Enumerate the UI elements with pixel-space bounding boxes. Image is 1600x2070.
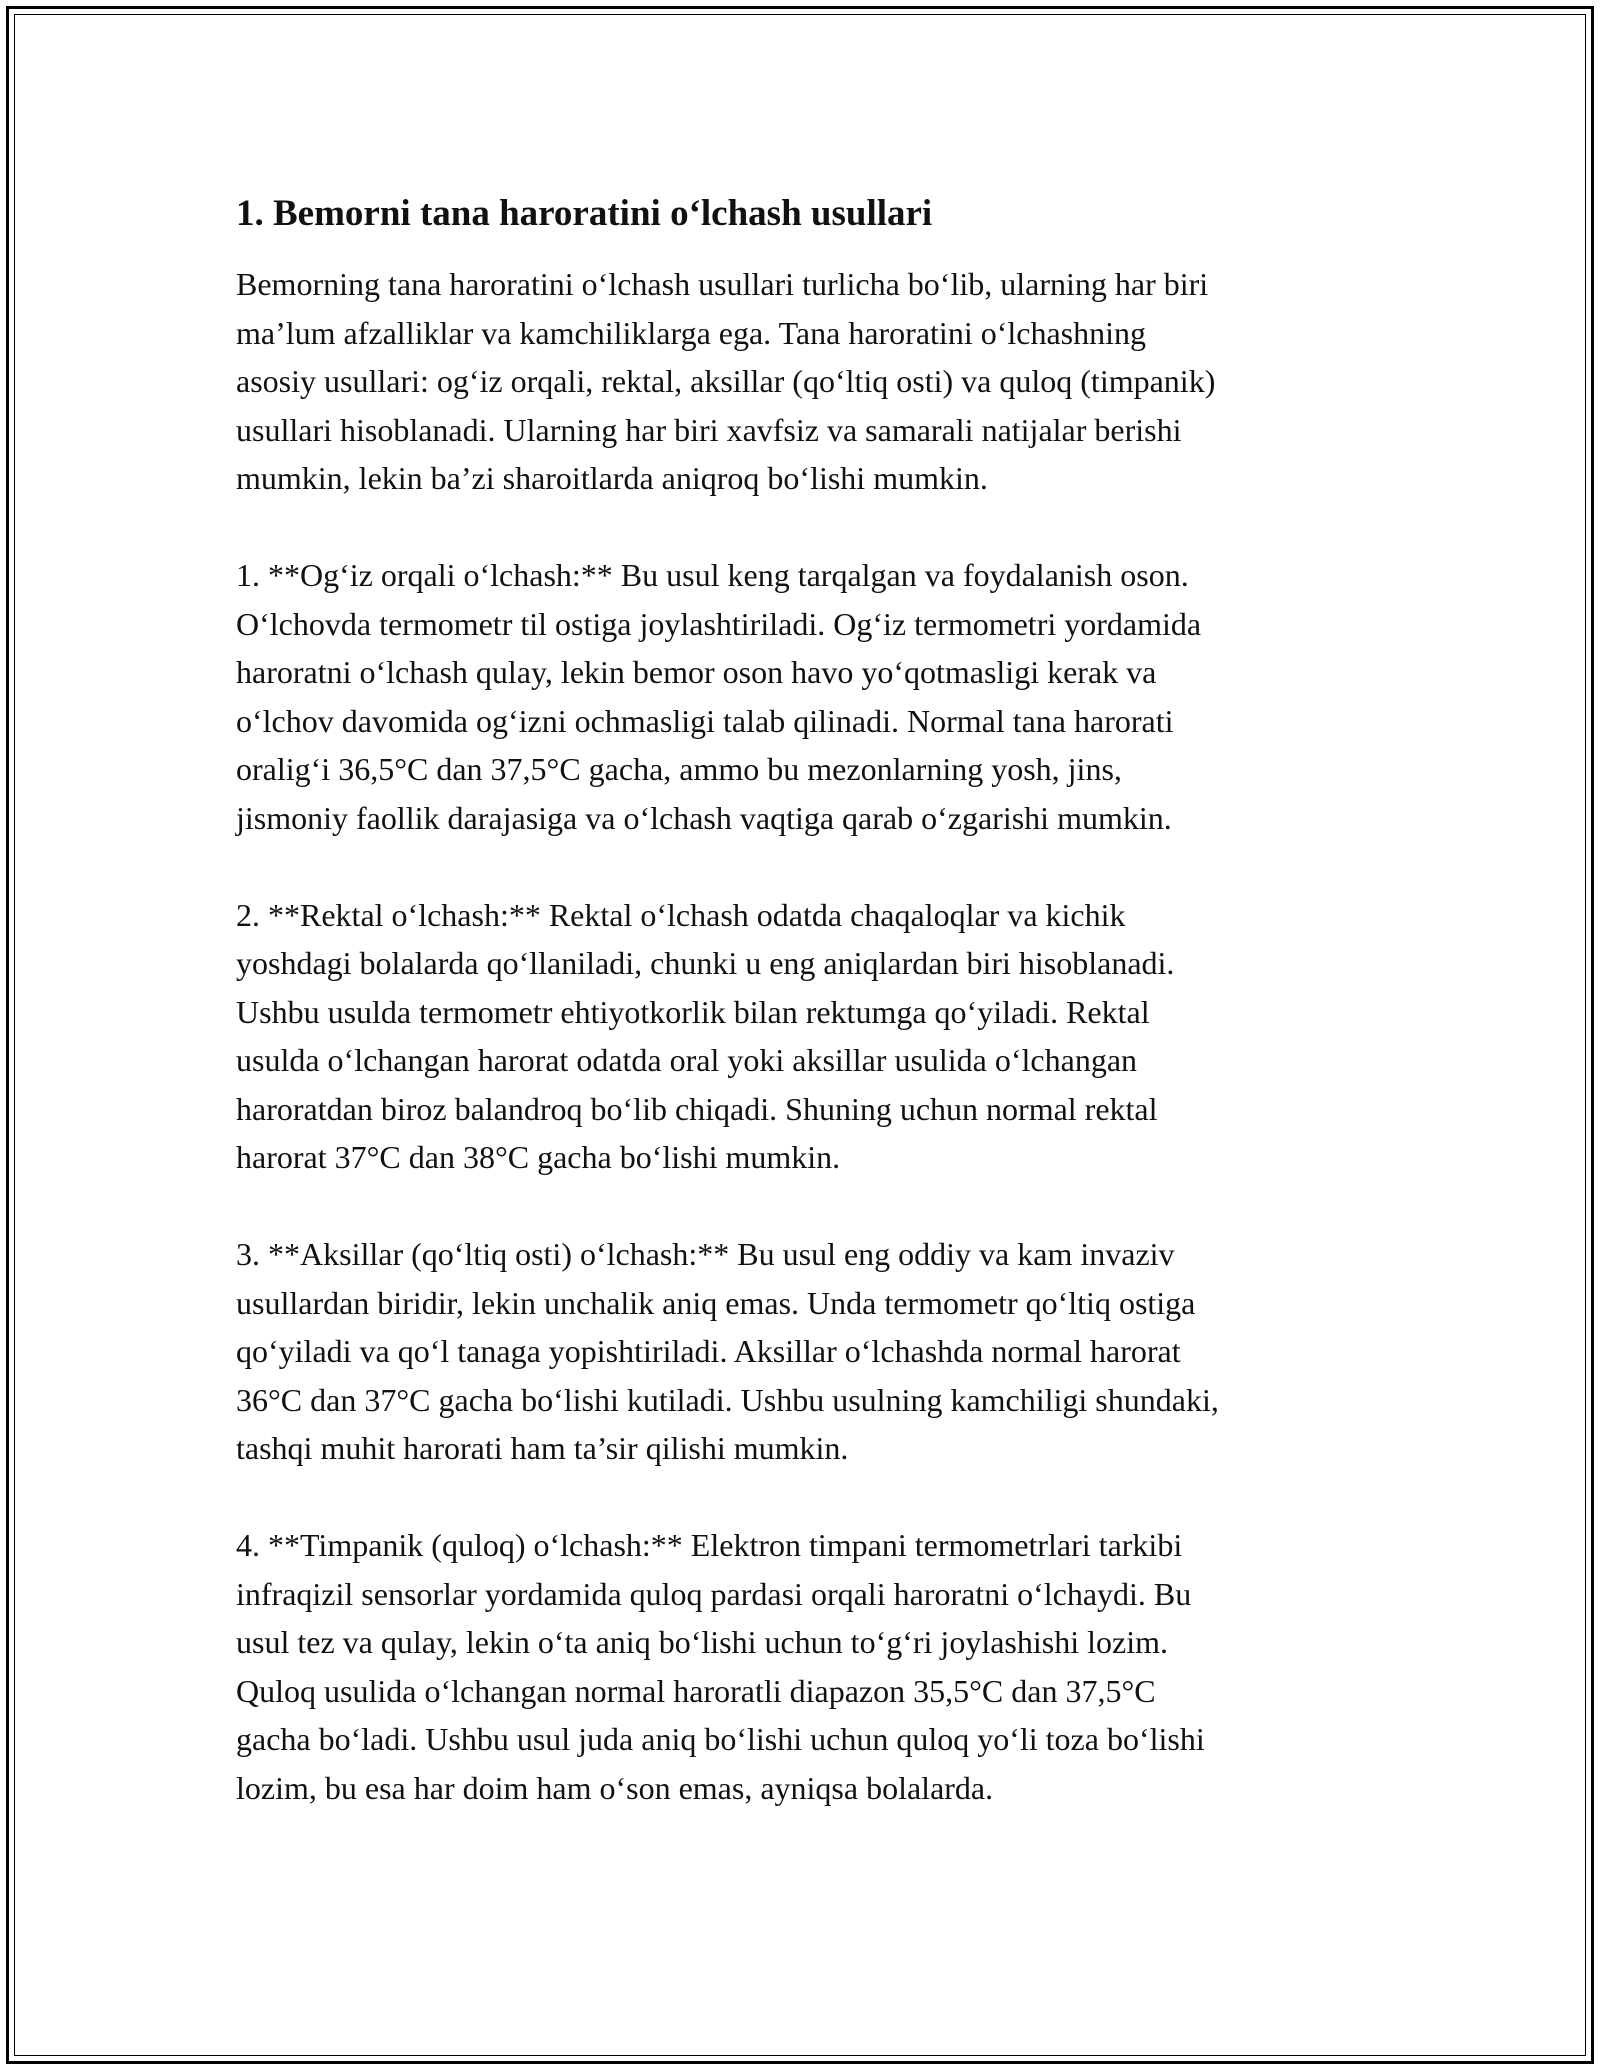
- document-title: 1. Bemorni tana haroratini o‘lchash usullari: [236, 193, 933, 234]
- tympanic-method-paragraph: 4. **Timpanik (quloq) o‘lchash:** Elektron timpani termometrlari tarkibi infraqizil sensorlar yordamida quloq pardasi orqali haroratni o‘lchaydi. Bu usul tez va qulay, lekin o‘ta aniq bo‘lishi uchun to‘g‘ri joylashishi lozim. Quloq usulida o‘lchangan normal haroratli diapazon 35,5°C dan 37,5°C gacha bo‘ladi. Ushbu usul juda aniq bo‘lishi uchun quloq yo‘li toza bo‘lishi lozim, bu esa har doim ham o‘son emas, ayniqsa bolalarda.: [236, 1527, 1205, 1806]
- rectal-method-paragraph: 2. **Rektal o‘lchash:** Rektal o‘lchash odatda chaqaloqlar va kichik yoshdagi bolalarda qo‘llaniladi, chunki u eng aniqlardan biri hisoblanadi. Ushbu usulda termometr ehtiyotkorlik bilan rektumga qo‘yiladi. Rektal usulda o‘lchangan harorat odatda oral yoki aksillar usulida o‘lchangan haroratdan biroz balandroq bo‘lib chiqadi. Shuning uchun normal rektal harorat 37°C dan 38°C gacha bo‘lishi mumkin.: [236, 896, 1175, 1175]
- axillary-method-paragraph: 3. **Aksillar (qo‘ltiq osti) o‘lchash:** Bu usul eng oddiy va kam invaziv usullardan biridir, lekin unchalik aniq emas. Unda termometr qo‘ltiq ostiga qo‘yiladi va qo‘l tanaga yopishtiriladi. Aksillar o‘lchashda normal harorat 36°C dan 37°C gacha bo‘lishi kutiladi. Ushbu usulning kamchiligi shundaki, tashqi muhit harorati ham ta’sir qilishi mumkin.: [236, 1236, 1219, 1466]
- document-body: [236, 190, 1386, 1861]
- intro-paragraph: Bemorning tana haroratini o‘lchash usullari turlicha bo‘lib, ularning har biri ma’lum afzalliklar va kamchiliklarga ega. Tana haroratini o‘lchashning asosiy usullari: og‘iz orqali, rektal, aksillar (qo‘ltiq osti) va quloq (timpanik) usullari hisoblanadi. Ularning har biri xavfsiz va samarali natijalar berishi mumkin, lekin ba’zi sharoitlarda aniqroq bo‘lishi mumkin.: [236, 266, 1216, 496]
- oral-method-paragraph: 1. **Og‘iz orqali o‘lchash:** Bu usul keng tarqalgan va foydalanish oson. O‘lchovda termometr til ostiga joylashtiriladi. Og‘iz termometri yordamida haroratni o‘lchash qulay, lekin bemor oson havo yo‘qotmasligi kerak va o‘lchov davomida og‘izni ochmasligi talab qilinadi. Normal tana harorati oralig‘i 36,5°C dan 37,5°C gacha, ammo bu mezonlarning yosh, jins, jismoniy faollik darajasiga va o‘lchash vaqtiga qarab o‘zgarishi mumkin.: [236, 557, 1202, 836]
